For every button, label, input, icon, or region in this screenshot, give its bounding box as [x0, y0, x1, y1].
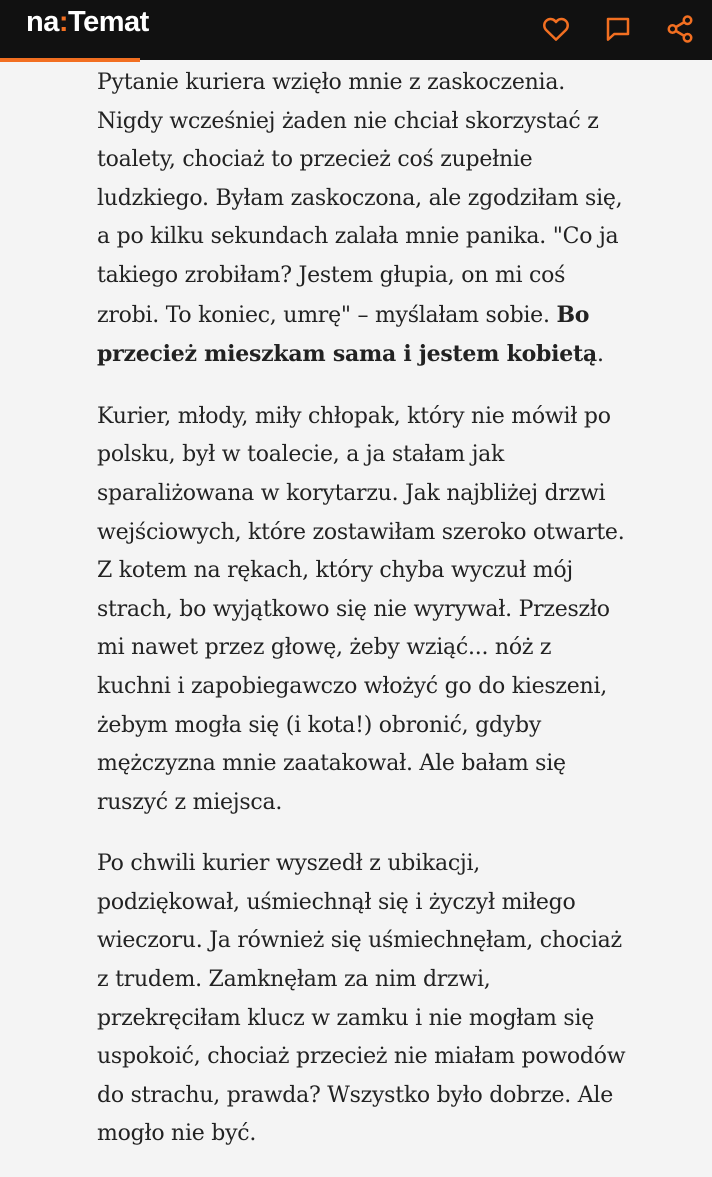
share-button[interactable] — [664, 13, 696, 45]
reading-progress-bar — [0, 58, 140, 62]
logo-colon: : — [58, 6, 69, 38]
paragraph-1-end: . — [596, 342, 604, 368]
comment-button[interactable] — [602, 13, 634, 45]
paragraph-1-bold: Bo przecież mieszkam sama i jestem kobietą — [97, 301, 597, 368]
paragraph-1-text: Pytanie kuriera wzięło mnie z zaskoczenia. Nigdy wcześniej żaden nie chciał skorzystać z toalety, chociaż to przecież coś zupełnie ludzkiego. Byłam zaskoczona, ale zgodziłam się, a po kilku sekundach zalała mnie panika. "Co ja takiego zrobiłam? Jestem głupia, on mi coś zrobi. To koniec, umrę" – myślałam sobie. — [97, 70, 623, 328]
top-bar — [0, 0, 712, 60]
paragraph-2: Kurier, młody, miły chłopak, który nie mówił po polsku, był w toalecie, a ja stałam jak sparaliżowana w korytarzu. Jak najbliżej drzwi wejściowych, które zostawiłam szeroko otwarte. Z kotem na rękach, który chyba wyczuł mój strach, bo wyjątkowo się nie wyrywał. Przeszło mi nawet przez głowę, żeby wziąć... nóż z kuchni i zapobiegawczo włożyć go do kieszeni, żebym mogła się (i kota!) obronić, gdyby mężczyzna mnie zaatakował. Ale bałam się ruszyć z miejsca. — [97, 403, 625, 815]
header-actions — [510, 0, 712, 58]
heart-icon — [541, 14, 571, 44]
comment-icon — [603, 14, 633, 44]
article-body — [97, 64, 627, 1177]
share-icon — [665, 14, 695, 44]
logo-prefix: na — [26, 6, 59, 38]
logo[interactable] — [26, 5, 149, 39]
paragraph-1 — [97, 64, 627, 375]
paragraph-3: Po chwili kurier wyszedł z ubikacji, podziękował, uśmiechnął się i życzył miłego wieczoru. Ja również się uśmiechnęłam, chociaż z trudem. Zamknęłam za nim drzwi, przekręciłam klucz w zamku i nie mogłam się uspokoić, chociaż przecież nie miałam powodów do strachu, prawda? Wszystko było dobrze. Ale mogło nie być. — [97, 851, 626, 1147]
like-button[interactable] — [540, 13, 572, 45]
logo-suffix: Temat — [68, 6, 149, 38]
